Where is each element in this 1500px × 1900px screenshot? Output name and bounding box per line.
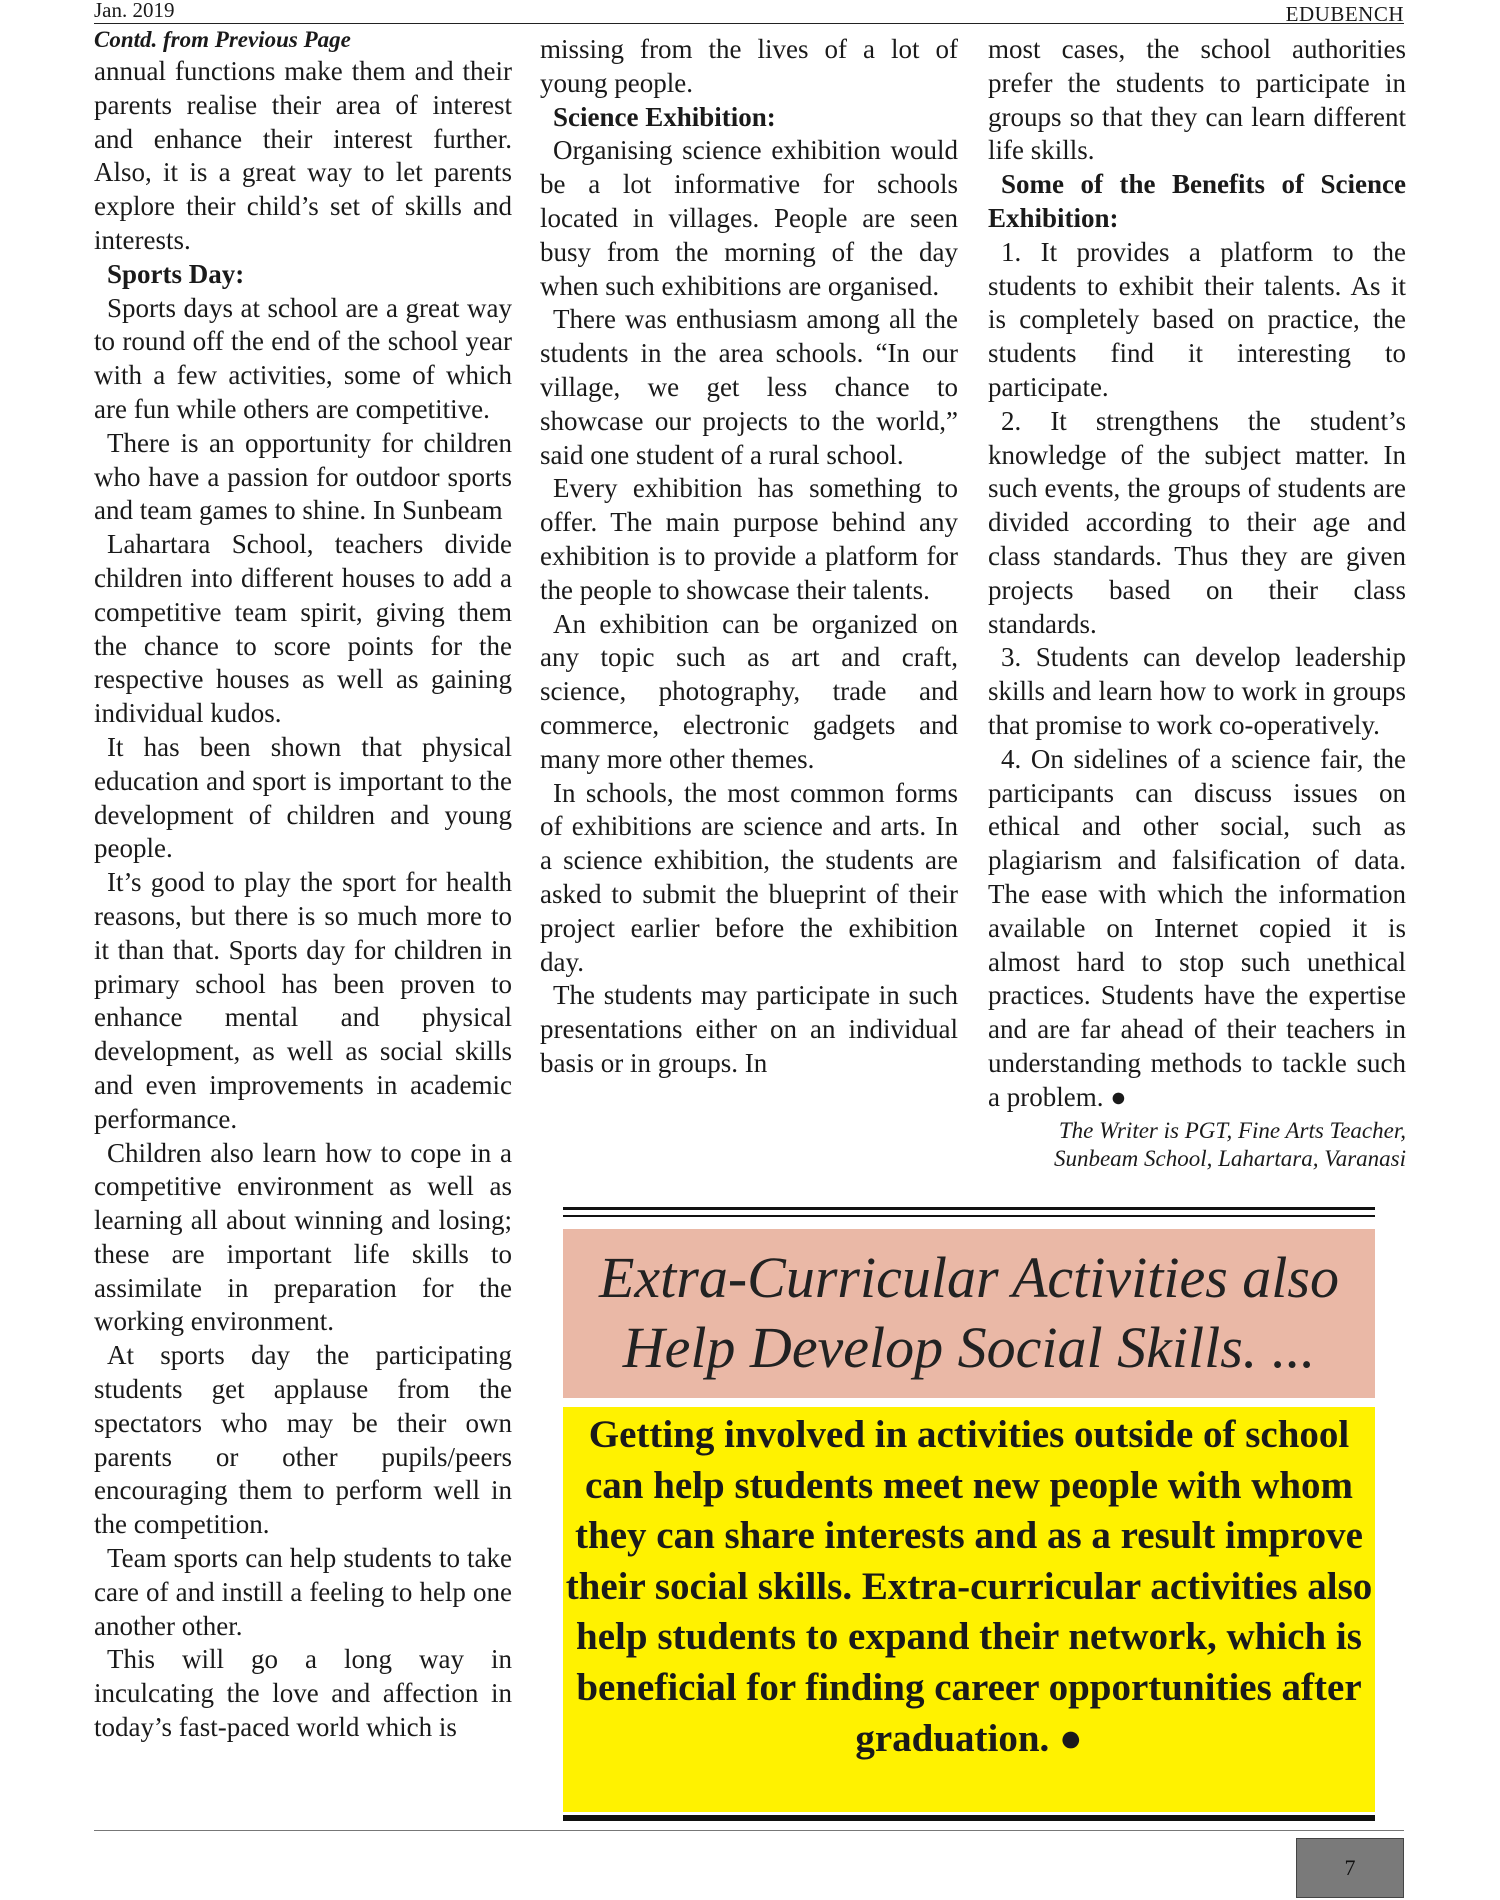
section-heading-science-exhibition: Science Exhibition: [553,101,776,132]
paragraph: At sports day the participating students get applause from the spectators who may be their own parents or other pupils/peers encouraging them to perform well in the competition. [94,1340,512,1540]
section-heading-benefits: Some of the Benefits of Science Exhibition: [988,169,1406,233]
continued-note: Contd. from Previous Page [94,27,351,52]
callout-title-line: Help Develop Social Skills. ... [622,1315,1316,1380]
list-item: 1. It provides a platform to the students to exhibit their talents. As it is completely based on practice, the students find it interesting to participate. [988,236,1406,402]
section-heading-sports-day: Sports Day: [107,258,245,289]
paragraph: Every exhibition has something to offer. The main purpose behind any exhibition is to provide a platform for the people to showcase their talents. [540,473,958,605]
paragraph: This will go a long way in inculcating the love and affection in today’s fast-paced world which is [94,1644,512,1743]
paragraph: It’s good to play the sport for health reasons, but there is so much more to it than that. Sports day for children in primary school has been proven to enhance mental and physical development, as well as social skills and even improvements in academic performance. [94,867,512,1134]
paragraph: Sports days at school are a great way to round off the end of the school year with a few activities, some of which are fun while others are competitive. [94,292,512,424]
paragraph: Organising science exhibition would be a lot informative for schools located in villages. People are seen busy from the morning of the day when such exhibitions are organised. [540,135,958,301]
paragraph: annual functions make them and their parents realise their area of interest and enhance their interest further. Also, it is a great way to let parents explore their child’s set of skills and interests. [94,56,512,255]
column-3 [988,33,1406,1173]
paragraph: missing from the lives of a lot of young people. [540,34,958,98]
list-item: 3. Students can develop leadership skills and learn how to work in groups that promise to work co-operatively. [988,642,1406,740]
paragraph: Team sports can help students to take care of and instill a feeling to help one another other. [94,1543,512,1641]
writer-credit-line: Sunbeam School, Lahartara, Varanasi [1053,1145,1406,1171]
paragraph: There was enthusiasm among all the students in the area schools. “In our village, we get less chance to showcase our projects to the world,” said one student of a rural school. [540,304,958,470]
callout-title-line: Extra-Curricular Activities also [599,1245,1339,1310]
writer-credit [988,1117,1406,1173]
paragraph: In schools, the most common forms of exhibitions are science and arts. In a science exhibition, the students are asked to submit the blueprint of their project earlier before the exhibition day. [540,777,958,977]
callout-title-box [563,1229,1375,1398]
writer-credit-line: The Writer is PGT, Fine Arts Teacher, [1058,1117,1406,1143]
column-1 [94,25,512,1745]
issue-date: Jan. 2019 [94,0,175,22]
footer-rule [94,1830,1404,1831]
paragraph: There is an opportunity for children who have a passion for outdoor sports and team games to shine. In Sunbeam [94,427,512,526]
page-number: 7 [1296,1838,1404,1898]
list-item: 4. On sidelines of a science fair, the participants can discuss issues on ethical and other social, such as plagiarism and falsification of data. The ease with which the information available on Internet copied it is almost hard to stop such unethical practices. Students have the expertise and are far ahead of their teachers in understanding methods to tackle such a problem. ● [988,743,1406,1112]
callout-top-rule [563,1207,1375,1217]
callout-title [563,1229,1375,1383]
callout-body-box [563,1407,1375,1812]
callout-bottom-rule [563,1815,1375,1821]
column-2 [540,33,958,1081]
paragraph: It has been shown that physical education and sport is important to the development of children and young people. [94,731,512,864]
paragraph: Children also learn how to cope in a competitive environment as well as learning all about winning and losing; these are important life skills to assimilate in preparation for the working environment. [94,1137,512,1337]
callout-body: Getting involved in activities outside of school can help students meet new people with whom they can share interests and as a result improve their social skills. Extra-curricular activities also help students to expand their network, which is beneficial for finding career opportunities after graduation. ● [565,1413,1373,1760]
publication-name: EDUBENCH [1285,2,1404,26]
paragraph: most cases, the school authorities prefer the students to participate in groups so that they can learn different life skills. [988,34,1406,166]
paragraph: The students may participate in such presentations either on an individual basis or in groups. In [540,980,958,1078]
paragraph: Lahartara School, teachers divide children into different houses to add a competitive team spirit, giving them the chance to score points for the respective houses as well as gaining individual kudos. [94,529,512,729]
list-item: 2. It strengthens the student’s knowledge of the subject matter. In such events, the groups of students are divided according to their age and class standards. Thus they are given projects based on their class standards. [988,405,1406,639]
paragraph: An exhibition can be organized on any topic such as art and craft, science, photography, trade and commerce, electronic gadgets and many more other themes. [540,608,958,774]
header-rule [94,23,1404,24]
